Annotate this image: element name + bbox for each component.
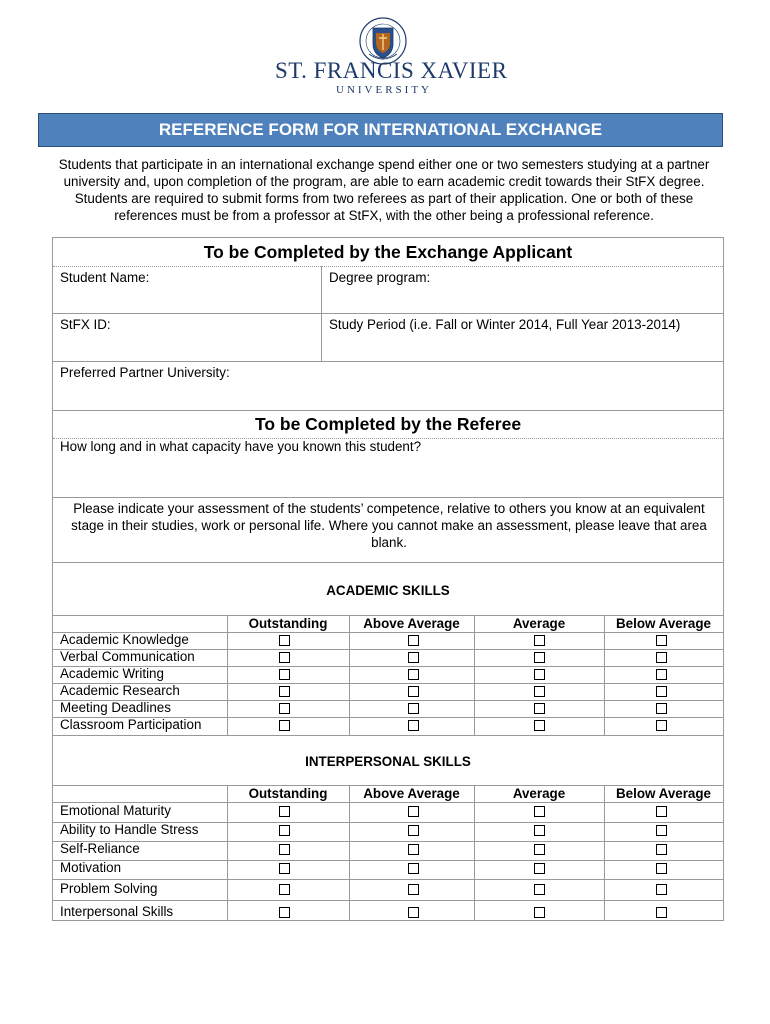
rating-checkbox[interactable]: [656, 652, 667, 663]
divider: [53, 266, 723, 267]
rating-checkbox[interactable]: [279, 720, 290, 731]
skill-label: Emotional Maturity: [60, 803, 171, 818]
rating-checkbox[interactable]: [534, 863, 545, 874]
rating-checkbox[interactable]: [656, 635, 667, 646]
divider: [53, 410, 723, 411]
student-name-label: Student Name:: [60, 270, 150, 285]
rating-checkbox[interactable]: [534, 652, 545, 663]
divider: [53, 860, 723, 861]
rating-checkbox[interactable]: [408, 844, 419, 855]
academic-skills-heading: ACADEMIC SKILLS: [326, 583, 450, 598]
rating-checkbox[interactable]: [408, 806, 419, 817]
rating-checkbox[interactable]: [534, 825, 545, 836]
divider: [53, 900, 723, 901]
rating-column-header: Above Average: [363, 786, 460, 801]
university-subtitle: UNIVERSITY: [336, 84, 432, 96]
stfx-id-field[interactable]: [60, 317, 320, 359]
divider: [53, 497, 723, 498]
divider: [53, 562, 723, 563]
rating-checkbox[interactable]: [534, 806, 545, 817]
rating-checkbox[interactable]: [279, 652, 290, 663]
rating-checkbox[interactable]: [656, 884, 667, 895]
rating-checkbox[interactable]: [534, 669, 545, 680]
rating-checkbox[interactable]: [534, 844, 545, 855]
university-name: ST. FRANCIS XAVIER: [275, 58, 508, 83]
skill-label: Verbal Communication: [60, 649, 195, 664]
form-title: REFERENCE FORM FOR INTERNATIONAL EXCHANGE: [38, 113, 723, 147]
rating-checkbox[interactable]: [408, 884, 419, 895]
rating-checkbox[interactable]: [656, 806, 667, 817]
divider: [53, 313, 723, 314]
study-period-field[interactable]: [329, 317, 719, 359]
rating-column-header: Below Average: [615, 786, 711, 801]
rating-checkbox[interactable]: [408, 907, 419, 918]
divider: [53, 361, 723, 362]
skill-label: Interpersonal Skills: [60, 904, 174, 919]
study-period-label: Study Period (i.e. Fall or Winter 2014, Full Year 2013-2014): [329, 317, 681, 332]
rating-checkbox[interactable]: [279, 844, 290, 855]
rating-checkbox[interactable]: [656, 844, 667, 855]
student-name-field[interactable]: [60, 270, 320, 312]
partner-university-label: Preferred Partner University:: [60, 365, 230, 380]
rating-column-header: Outstanding: [248, 786, 328, 801]
rating-checkbox[interactable]: [279, 806, 290, 817]
divider: [53, 879, 723, 880]
rating-checkbox[interactable]: [279, 703, 290, 714]
skill-label: Ability to Handle Stress: [60, 822, 199, 837]
degree-program-label: Degree program:: [329, 270, 431, 285]
assessment-instructions: Please indicate your assessment of the students’ competence, relative to others you know at an equivalent stage in their studies, work or personal life. Where you cannot make an assessment, please leave that area blank.: [71, 501, 707, 550]
rating-checkbox[interactable]: [534, 686, 545, 697]
intro-paragraph: Students that participate in an international exchange spend either one or two semesters studying at a partner university and, upon completion of the program, are able to earn academic credit towards their StFX degree. Students are required to submit forms from two referees as part of their application. One or both of these references must be from a professor at StFX, with the other being a professional reference.: [58, 157, 710, 223]
rating-checkbox[interactable]: [408, 825, 419, 836]
skill-label: Classroom Participation: [60, 717, 202, 732]
known-duration-field[interactable]: [60, 439, 720, 497]
rating-checkbox[interactable]: [408, 686, 419, 697]
reference-form: [52, 237, 724, 921]
rating-checkbox[interactable]: [279, 863, 290, 874]
referee-section-heading: To be Completed by the Referee: [254, 414, 522, 434]
skill-label: Academic Knowledge: [60, 632, 189, 647]
rating-checkbox[interactable]: [534, 907, 545, 918]
rating-checkbox[interactable]: [656, 669, 667, 680]
rating-column-header: Outstanding: [248, 616, 328, 631]
rating-checkbox[interactable]: [408, 635, 419, 646]
rating-checkbox[interactable]: [656, 907, 667, 918]
rating-checkbox[interactable]: [656, 863, 667, 874]
applicant-section-heading: To be Completed by the Exchange Applicant: [203, 242, 573, 262]
rating-column-header: Average: [512, 786, 566, 801]
divider: [53, 841, 723, 842]
skill-label: Meeting Deadlines: [60, 700, 171, 715]
rating-checkbox[interactable]: [279, 884, 290, 895]
university-header: [0, 0, 770, 110]
rating-checkbox[interactable]: [656, 686, 667, 697]
rating-checkbox[interactable]: [279, 669, 290, 680]
skill-label: Academic Writing: [60, 666, 164, 681]
rating-checkbox[interactable]: [279, 686, 290, 697]
skill-label: Problem Solving: [60, 881, 158, 896]
rating-checkbox[interactable]: [408, 863, 419, 874]
rating-column-header: Average: [512, 616, 566, 631]
skill-label: Motivation: [60, 860, 122, 875]
rating-checkbox[interactable]: [408, 652, 419, 663]
rating-checkbox[interactable]: [279, 635, 290, 646]
skill-label: Self-Reliance: [60, 841, 140, 856]
rating-checkbox[interactable]: [408, 669, 419, 680]
rating-checkbox[interactable]: [534, 635, 545, 646]
rating-checkbox[interactable]: [534, 884, 545, 895]
divider: [53, 735, 723, 736]
interpersonal-skills-heading: INTERPERSONAL SKILLS: [305, 754, 471, 769]
stfx-id-label: StFX ID:: [60, 317, 111, 332]
rating-checkbox[interactable]: [534, 703, 545, 714]
partner-university-field[interactable]: [60, 365, 720, 409]
rating-column-header: Above Average: [363, 616, 460, 631]
rating-checkbox[interactable]: [279, 907, 290, 918]
rating-checkbox[interactable]: [408, 720, 419, 731]
rating-checkbox[interactable]: [534, 720, 545, 731]
rating-column-header: Below Average: [615, 616, 711, 631]
rating-checkbox[interactable]: [656, 825, 667, 836]
rating-checkbox[interactable]: [656, 703, 667, 714]
rating-checkbox[interactable]: [279, 825, 290, 836]
known-duration-question: How long and in what capacity have you known this student?: [60, 439, 422, 454]
degree-program-field[interactable]: [329, 270, 719, 312]
rating-checkbox[interactable]: [408, 703, 419, 714]
rating-checkbox[interactable]: [656, 720, 667, 731]
skill-label: Academic Research: [60, 683, 180, 698]
